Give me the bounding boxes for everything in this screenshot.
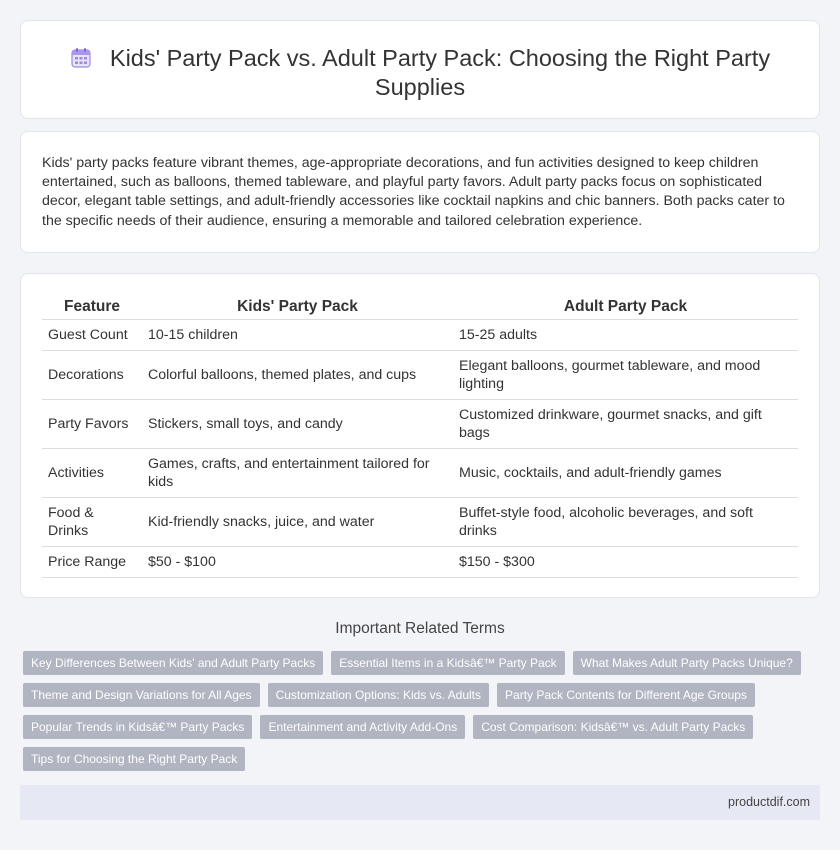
table-cell: Stickers, small toys, and candy <box>142 399 453 448</box>
header-kids: Kids' Party Pack <box>142 296 453 319</box>
comparison-table <box>42 296 798 578</box>
table-cell: Decorations <box>42 350 142 399</box>
related-tag[interactable]: Party Pack Contents for Different Age Groups <box>497 683 755 707</box>
table-cell: Customized drinkware, gourmet snacks, and gift bags <box>453 399 798 448</box>
table-cell: Colorful balloons, themed plates, and cups <box>142 350 453 399</box>
summary-text: Kids' party packs feature vibrant themes, age-appropriate decorations, and fun activities designed to keep children entertained, such as balloons, themed tableware, and playful party favors. Adult party packs focus on sophisticated decor, elegant table settings, and adult-friendly accessories like cocktail napkins and chic banners. Both packs cater to the specific needs of their audience, ensuring a memorable and tailored celebration experience. <box>42 155 785 229</box>
related-tag[interactable]: Essential Items in a Kidsâ€™ Party Pack <box>331 651 564 675</box>
footer <box>20 785 820 820</box>
table-row <box>42 497 798 546</box>
table-cell: 15-25 adults <box>453 319 798 350</box>
page-title: Kids' Party Pack vs. Adult Party Pack: Choosing the Right Party Supplies <box>109 45 771 100</box>
related-tag[interactable]: Popular Trends in Kidsâ€™ Party Packs <box>23 715 252 739</box>
header-card <box>20 20 820 119</box>
footer-site[interactable]: productdif.com <box>728 795 810 809</box>
related-terms-title: Important Related Terms <box>335 620 505 637</box>
tag-row <box>23 747 803 771</box>
related-tags <box>23 651 803 779</box>
table-cell: Buffet-style food, alcoholic beverages, and soft drinks <box>453 497 798 546</box>
table-cell: Games, crafts, and entertainment tailored for kids <box>142 448 453 497</box>
table-cell: Kid-friendly snacks, juice, and water <box>142 497 453 546</box>
summary-card <box>20 131 820 253</box>
table-cell: Music, cocktails, and adult-friendly games <box>453 448 798 497</box>
related-tag[interactable]: Entertainment and Activity Add-Ons <box>260 715 465 739</box>
table-cell: Elegant balloons, gourmet tableware, and mood lighting <box>453 350 798 399</box>
table-cell: Food & Drinks <box>42 497 142 546</box>
header-adult: Adult Party Pack <box>453 296 798 319</box>
related-tag[interactable]: What Makes Adult Party Packs Unique? <box>573 651 801 675</box>
calendar-icon <box>70 47 92 69</box>
tag-row <box>23 715 803 739</box>
related-tag[interactable]: Cost Comparison: Kidsâ€™ vs. Adult Party Packs <box>473 715 753 739</box>
table-row <box>42 399 798 448</box>
related-tag[interactable]: Key Differences Between Kids' and Adult Party Packs <box>23 651 323 675</box>
table-row <box>42 319 798 350</box>
header-feature: Feature <box>42 296 142 319</box>
table-cell: Guest Count <box>42 319 142 350</box>
table-header-row <box>42 296 798 319</box>
tag-row <box>23 683 803 707</box>
related-tag[interactable]: Tips for Choosing the Right Party Pack <box>23 747 245 771</box>
page-title-wrap <box>61 44 779 102</box>
related-tag[interactable]: Customization Options: Kids vs. Adults <box>268 683 489 707</box>
related-tag[interactable]: Theme and Design Variations for All Ages <box>23 683 260 707</box>
table-cell: Activities <box>42 448 142 497</box>
table-cell: 10-15 children <box>142 319 453 350</box>
table-cell: Party Favors <box>42 399 142 448</box>
table-row <box>42 350 798 399</box>
table-cell: $150 - $300 <box>453 546 798 577</box>
table-cell: Price Range <box>42 546 142 577</box>
table-row <box>42 448 798 497</box>
table-row <box>42 546 798 577</box>
table-cell: $50 - $100 <box>142 546 453 577</box>
table-card <box>20 273 820 598</box>
tag-row <box>23 651 803 675</box>
